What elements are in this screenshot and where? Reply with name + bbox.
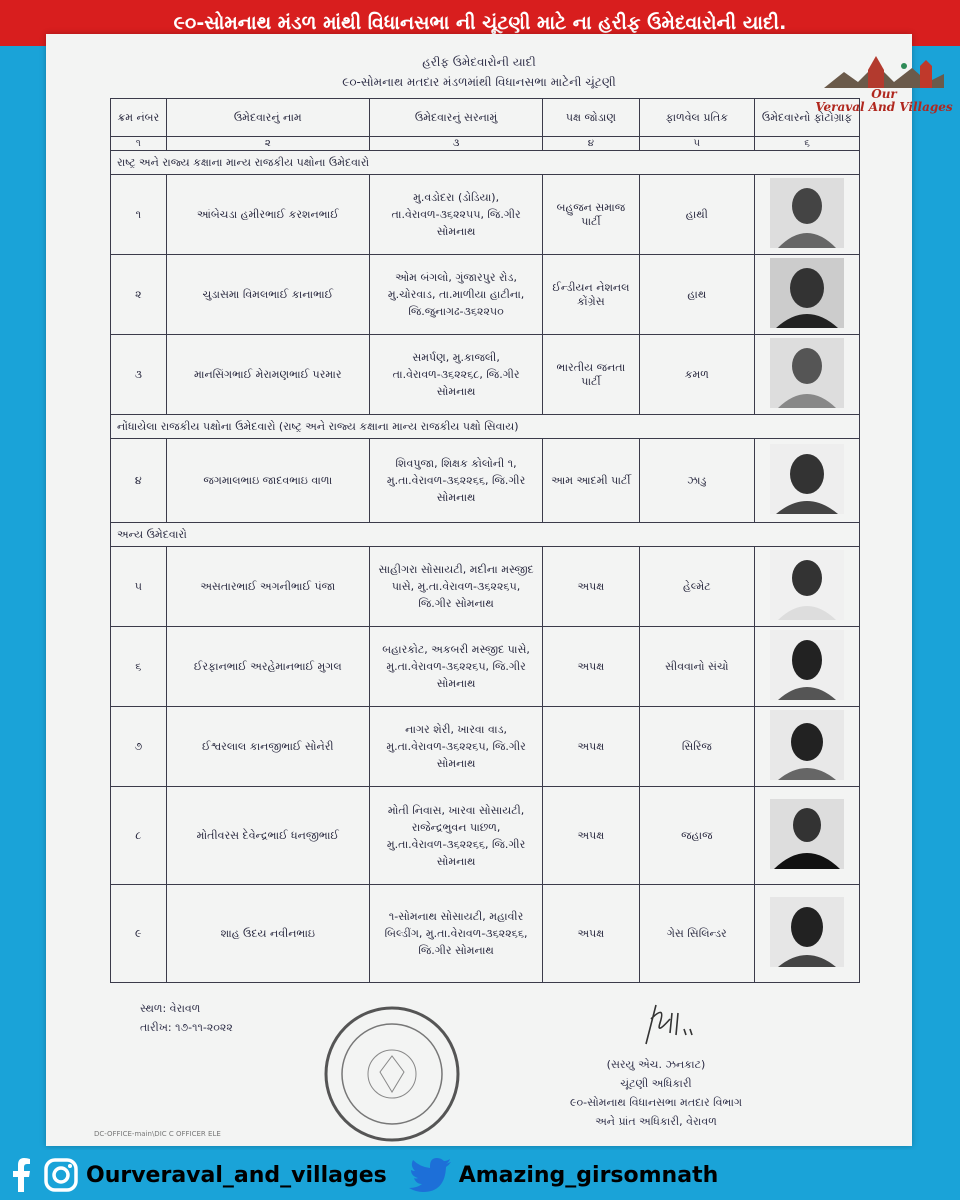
cell-party: બહુજન સમાજ પાર્ટી — [543, 175, 639, 255]
table-row — [111, 439, 860, 523]
place-date-block — [140, 999, 233, 1037]
cell-number: ૫ — [111, 547, 167, 627]
candidate-photo — [755, 439, 860, 523]
cell-address: મુ.વડોદરા (ડોડિયા), તા.વેરાવળ-૩૬૨૨૫૫, જિ.ગીર સોમનાથ — [369, 175, 542, 255]
logo-line-1: Our — [871, 87, 897, 101]
cell-number: ૪ — [111, 439, 167, 523]
section-label: નોંધાયેલા રાજકીય પક્ષોના ઉમેદવારો (રાષ્ટ્ર અને રાજ્ય કક્ષાના માન્ય રાજકીય પક્ષો સિવાય) — [111, 415, 860, 439]
cell-name: આંબેચડા હમીરભાઈ કરશનભાઈ — [166, 175, 369, 255]
candidate-photo-icon — [770, 444, 844, 514]
document-header — [46, 36, 912, 92]
candidate-photo-icon — [770, 550, 844, 620]
section-label: અન્ય ઉમેદવારો — [111, 523, 860, 547]
cell-name: ચુડાસમા વિમલભાઈ કાનાભાઈ — [166, 255, 369, 335]
banner-title: ૯૦-સોમનાથ મંડળ માંથી વિધાનસભા ની ચૂંટણી માટે ના હરીફ ઉમેદવારોની યાદી. — [173, 12, 787, 34]
cell-party: અપક્ષ — [543, 885, 639, 983]
cell-name: મોતીવરસ દેવેન્દ્રભાઈ ધનજીભાઈ — [166, 787, 369, 885]
cell-name: અસતારભાઈ અગનીભાઈ પંજા — [166, 547, 369, 627]
cell-number: ૯ — [111, 885, 167, 983]
candidate-photo — [755, 707, 860, 787]
officer-line-3: અને પ્રાંત અધિકારી, વેરાવળ — [595, 1115, 717, 1128]
candidate-photo — [755, 787, 860, 885]
cell-symbol: સીવવાનો સંચો — [639, 627, 755, 707]
twitter-handle[interactable]: Amazing_girsomnath — [458, 1162, 719, 1188]
section-label: રાષ્ટ્ર અને રાજ્ય કક્ષાના માન્ય રાજકીય પક્ષોના ઉમેદવારો — [111, 151, 860, 175]
cell-address: સમર્પણ, મુ.કાજલી, તા.વેરાવળ-૩૬૨૨૬૮, જિ.ગીર સોમનાથ — [369, 335, 542, 415]
cell-name: માનસિંગભાઈ મેરામણભાઈ પરમાર — [166, 335, 369, 415]
candidate-photo — [755, 175, 860, 255]
cell-symbol: ઝાડુ — [639, 439, 755, 523]
cell-party: અપક્ષ — [543, 627, 639, 707]
officer-title: ચૂંટણી અધિકારી — [620, 1077, 692, 1090]
col-header-photo: ઉમેદવારનો ફોટોગ્રાફ — [755, 99, 860, 137]
col-header-party: પક્ષ જોડાણ — [543, 99, 639, 137]
cell-address: બહારકોટ, અકબરી મસ્જીદ પાસે, મુ.તા.વેરાવળ-૩૬૨૨૬૫, જિ.ગીર સોમનાથ — [369, 627, 542, 707]
cell-name: ઈશ્વરલાલ કાનજીભાઈ સોનેરી — [166, 707, 369, 787]
cell-name: ઈરફાનભાઈ અરહેમાનભાઈ મુગલ — [166, 627, 369, 707]
cell-symbol: જહાજ — [639, 787, 755, 885]
candidate-photo-icon — [770, 178, 844, 248]
date-label: તારીખ: ૧૭-૧૧-૨૦૨૨ — [140, 1021, 233, 1034]
cell-number: ૩ — [111, 335, 167, 415]
candidate-photo — [755, 627, 860, 707]
col-number: ૬ — [755, 137, 860, 151]
cell-address: સાહીગરા સોસાયટી, મદીના મસ્જીદ પાસે, મુ.તા.વેરાવળ-૩૬૨૨૬૫, જિ.ગીર સોમનાથ — [369, 547, 542, 627]
candidate-photo — [755, 255, 860, 335]
cell-number: ૨ — [111, 255, 167, 335]
cell-address: નાગર શેરી, ખારવા વાડ, મુ.તા.વેરાવળ-૩૬૨૨૬૫, જિ.ગીર સોમનાથ — [369, 707, 542, 787]
candidate-photo-icon — [770, 338, 844, 408]
signature-icon — [596, 999, 716, 1049]
temple-icon — [814, 52, 954, 88]
cell-symbol: સિરિંજ — [639, 707, 755, 787]
col-number: ૧ — [111, 137, 167, 151]
facebook-icon[interactable] — [10, 1158, 32, 1192]
col-number: ૫ — [639, 137, 755, 151]
table-row — [111, 175, 860, 255]
cell-symbol: ગેસ સિલિન્ડર — [639, 885, 755, 983]
document-heading-2: ૯૦-સોમનાથ મતદાર મંડળમાંથી વિધાનસભા માટેની ચૂંટણી — [342, 75, 616, 89]
col-header-number: ક્રમ નંબર — [111, 99, 167, 137]
table-header-row — [111, 99, 860, 137]
place-label: સ્થળ: વેરાવળ — [140, 1002, 201, 1015]
cell-name: શાહ ઉદય નવીનભાઇ — [166, 885, 369, 983]
section-row-national — [111, 151, 860, 175]
col-header-symbol: ફાળવેલ પ્રતિક — [639, 99, 755, 137]
section-row-others — [111, 523, 860, 547]
cell-number: ૭ — [111, 707, 167, 787]
candidate-photo-icon — [770, 258, 844, 328]
table-row — [111, 255, 860, 335]
candidate-photo-icon — [770, 799, 844, 869]
cell-number: ૧ — [111, 175, 167, 255]
officer-signature-block — [516, 999, 796, 1131]
instagram-icon[interactable] — [44, 1158, 78, 1192]
official-seal-icon — [314, 1002, 470, 1146]
document-heading-1: હરીફ ઉમેદવારોની યાદી — [422, 55, 536, 69]
document-paper — [46, 34, 912, 1146]
table-row — [111, 707, 860, 787]
cell-symbol: હાથ — [639, 255, 755, 335]
candidate-photo — [755, 335, 860, 415]
cell-symbol: હાથી — [639, 175, 755, 255]
table-row — [111, 627, 860, 707]
table-row — [111, 885, 860, 983]
col-number: ૨ — [166, 137, 369, 151]
section-row-registered — [111, 415, 860, 439]
col-header-address: ઉમેદવારનું સરનામું — [369, 99, 542, 137]
table-row — [111, 787, 860, 885]
brand-logo — [814, 52, 954, 122]
candidate-photo-icon — [770, 630, 844, 700]
cell-address: શિવપુજા, શિક્ષક કોલોની ૧, મુ.તા.વેરાવળ-૩૬૨૨૬૬, જિ.ગીર સોમનાથ — [369, 439, 542, 523]
cell-symbol: હેલ્મેટ — [639, 547, 755, 627]
col-header-name: ઉમેદવારનું નામ — [166, 99, 369, 137]
instagram-handle[interactable]: Ourveraval_and_villages — [86, 1162, 387, 1188]
twitter-icon[interactable] — [409, 1158, 451, 1192]
cell-address: ઓમ બંગલો, ગુંજારપુર રોડ, મુ.ચોરવાડ, તા.માળીયા હાટીના, જિ.જુનાગઢ-૩૬૨૨૫૦ — [369, 255, 542, 335]
cell-name: જગમાલભાઇ જાદવભાઇ વાળા — [166, 439, 369, 523]
print-mark: DC-OFFICE-main\DIC C OFFICER ELE — [94, 1130, 221, 1138]
cell-address: મોતી નિવાસ, ખારવા સોસાયટી, રાજેન્દ્રભુવન પાછળ, મુ.તા.વેરાવળ-૩૬૨૨૬૬, જિ.ગીર સોમનાથ — [369, 787, 542, 885]
column-number-row — [111, 137, 860, 151]
candidate-photo — [755, 547, 860, 627]
cell-party: અપક્ષ — [543, 787, 639, 885]
cell-number: ૬ — [111, 627, 167, 707]
candidate-photo — [755, 885, 860, 983]
cell-party: અપક્ષ — [543, 547, 639, 627]
cell-address: ૧-સોમનાથ સોસાયટી, મહાવીર બિલ્ડીંગ, મુ.તા.વેરાવળ-૩૬૨૨૬૬, જિ.ગીર સોમનાથ — [369, 885, 542, 983]
social-bar — [0, 1150, 960, 1200]
candidates-table — [110, 98, 860, 983]
table-row — [111, 335, 860, 415]
cell-symbol: કમળ — [639, 335, 755, 415]
cell-party: અપક્ષ — [543, 707, 639, 787]
cell-party: ભારતીય જનતા પાર્ટી — [543, 335, 639, 415]
logo-line-2: Veraval And Villages — [815, 100, 953, 114]
col-number: ૩ — [369, 137, 542, 151]
cell-number: ૮ — [111, 787, 167, 885]
candidate-photo-icon — [770, 897, 844, 967]
table-row — [111, 547, 860, 627]
candidate-photo-icon — [770, 710, 844, 780]
officer-name: (સરયુ એચ. ઝનકાટ) — [606, 1058, 706, 1071]
cell-party: આમ આદમી પાર્ટી — [543, 439, 639, 523]
officer-line-2: ૯૦-સોમનાથ વિધાનસભા મતદાર વિભાગ — [569, 1096, 743, 1109]
cell-party: ઈન્ડીયન નેશનલ કોંગ્રેસ — [543, 255, 639, 335]
col-number: ૪ — [543, 137, 639, 151]
